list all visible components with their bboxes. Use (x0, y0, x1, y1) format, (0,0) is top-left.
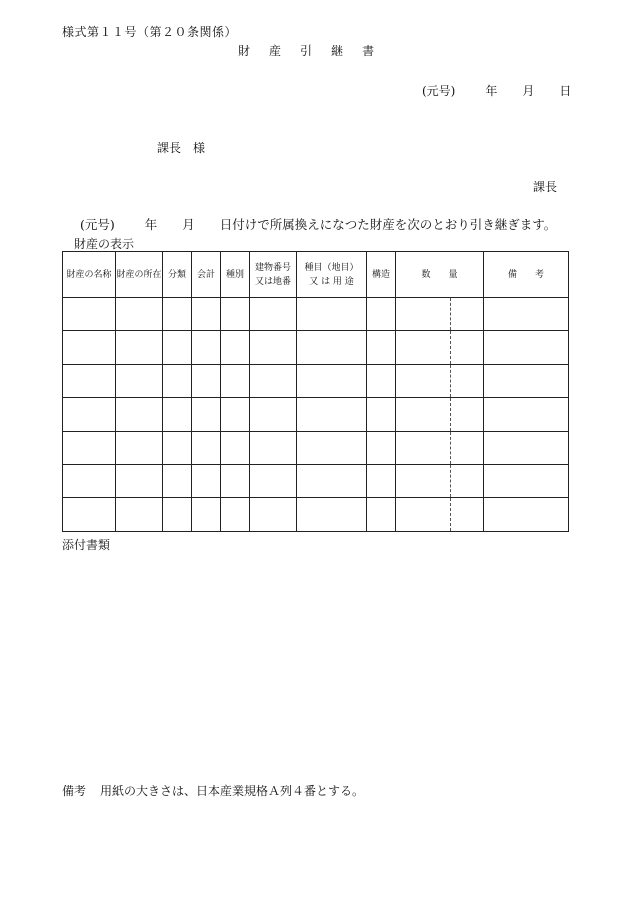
title-char: 引 (300, 44, 313, 58)
recipient-honorific: 様 (193, 141, 206, 155)
cell-quantity-right[interactable] (451, 298, 484, 331)
cell-account[interactable] (192, 464, 221, 497)
header-classification: 分類 (163, 252, 192, 298)
cell-building-number[interactable] (250, 298, 297, 331)
cell-account[interactable] (192, 331, 221, 364)
header-remarks (484, 252, 569, 298)
title-char: 産 (269, 44, 282, 58)
table-header-row (63, 252, 569, 298)
body-year: 年 (144, 217, 158, 232)
cell-quantity-left[interactable] (396, 431, 451, 464)
cell-quantity-left[interactable] (396, 298, 451, 331)
cell-structure[interactable] (367, 398, 396, 431)
body-rest: 日付けで所属換えになつた財産を次のとおり引き継ぎます。 (219, 217, 557, 232)
header-account: 会計 (192, 252, 221, 298)
table-row (63, 298, 569, 331)
footnote (62, 782, 364, 799)
cell-name[interactable] (63, 498, 116, 531)
cell-category[interactable] (297, 464, 367, 497)
document-title (238, 42, 393, 59)
table-row (63, 398, 569, 431)
cell-classification[interactable] (163, 431, 192, 464)
cell-quantity-left[interactable] (396, 398, 451, 431)
section-label: 財産の表示 (74, 237, 135, 251)
header-category-line1: 種目（地目） (304, 262, 359, 273)
cell-structure[interactable] (367, 498, 396, 531)
cell-remarks[interactable] (484, 464, 569, 497)
property-table (62, 251, 569, 532)
cell-location[interactable] (116, 298, 163, 331)
cell-classification[interactable] (163, 364, 192, 397)
cell-classification[interactable] (163, 398, 192, 431)
table-row (63, 464, 569, 497)
table-row (63, 364, 569, 397)
cell-building-number[interactable] (250, 498, 297, 531)
cell-location[interactable] (116, 398, 163, 431)
cell-type[interactable] (221, 331, 250, 364)
table-body (63, 298, 569, 532)
cell-structure[interactable] (367, 431, 396, 464)
header-remarks-a: 備 (507, 269, 517, 280)
cell-account[interactable] (192, 398, 221, 431)
cell-name[interactable] (63, 331, 116, 364)
cell-name[interactable] (63, 431, 116, 464)
cell-quantity-right[interactable] (451, 498, 484, 531)
cell-building-number[interactable] (250, 431, 297, 464)
cell-name[interactable] (63, 398, 116, 431)
cell-structure[interactable] (367, 364, 396, 397)
cell-structure[interactable] (367, 298, 396, 331)
cell-classification[interactable] (163, 498, 192, 531)
header-location: 財産の所在 (116, 252, 163, 298)
cell-classification[interactable] (163, 464, 192, 497)
cell-quantity-left[interactable] (396, 331, 451, 364)
body-month: 月 (182, 217, 195, 232)
footnote-label: 備考 (62, 784, 87, 798)
cell-quantity-left[interactable] (396, 364, 451, 397)
cell-type[interactable] (221, 431, 250, 464)
table-row (63, 431, 569, 464)
cell-account[interactable] (192, 364, 221, 397)
cell-location[interactable] (116, 364, 163, 397)
cell-building-number[interactable] (250, 331, 297, 364)
cell-category[interactable] (297, 331, 367, 364)
header-building-number-line2: 又は地番 (254, 276, 291, 287)
header-building-number-line1: 建物番号 (254, 262, 291, 273)
body-era: (元号) (80, 217, 115, 232)
cell-category[interactable] (297, 364, 367, 397)
cell-quantity-right[interactable] (451, 398, 484, 431)
date-line (422, 82, 571, 99)
cell-account[interactable] (192, 431, 221, 464)
header-type: 種別 (221, 252, 250, 298)
date-year: 年 (485, 84, 498, 98)
cell-location[interactable] (116, 331, 163, 364)
cell-name[interactable] (63, 364, 116, 397)
cell-category[interactable] (297, 431, 367, 464)
header-structure: 構造 (367, 252, 396, 298)
header-building-number (250, 252, 297, 298)
body-text (80, 215, 556, 233)
cell-quantity-left[interactable] (396, 464, 451, 497)
title-char: 財 (238, 44, 251, 58)
header-quantity-a: 数 (421, 269, 431, 280)
cell-remarks[interactable] (484, 331, 569, 364)
cell-quantity-right[interactable] (451, 331, 484, 364)
cell-remarks[interactable] (484, 298, 569, 331)
header-category-line2: 又 は 用 途 (309, 276, 354, 287)
cell-category[interactable] (297, 498, 367, 531)
table-row (63, 331, 569, 364)
cell-building-number[interactable] (250, 398, 297, 431)
title-char: 継 (331, 44, 344, 58)
header-remarks-b: 考 (535, 269, 545, 280)
cell-remarks[interactable] (484, 398, 569, 431)
cell-location[interactable] (116, 431, 163, 464)
cell-account[interactable] (192, 498, 221, 531)
cell-type[interactable] (221, 498, 250, 531)
header-quantity (396, 252, 484, 298)
title-char: 書 (362, 44, 375, 58)
recipient (157, 139, 205, 156)
cell-quantity-right[interactable] (451, 431, 484, 464)
cell-remarks[interactable] (484, 498, 569, 531)
cell-quantity-right[interactable] (451, 364, 484, 397)
recipient-title: 課長 (157, 141, 182, 155)
cell-remarks[interactable] (484, 364, 569, 397)
cell-structure[interactable] (367, 331, 396, 364)
cell-type[interactable] (221, 364, 250, 397)
cell-location[interactable] (116, 498, 163, 531)
sender: 課長 (533, 180, 558, 194)
date-month: 月 (522, 84, 535, 98)
cell-category[interactable] (297, 398, 367, 431)
form-number: 様式第１１号（第２０条関係） (62, 25, 238, 39)
cell-category[interactable] (297, 298, 367, 331)
cell-remarks[interactable] (484, 431, 569, 464)
header-name: 財産の名称 (63, 252, 116, 298)
cell-quantity-left[interactable] (396, 498, 451, 531)
cell-classification[interactable] (163, 298, 192, 331)
date-day: 日 (559, 84, 572, 98)
date-era: (元号) (422, 84, 456, 98)
cell-type[interactable] (221, 464, 250, 497)
cell-quantity-right[interactable] (451, 464, 484, 497)
cell-building-number[interactable] (250, 464, 297, 497)
cell-type[interactable] (221, 398, 250, 431)
cell-building-number[interactable] (250, 364, 297, 397)
cell-name[interactable] (63, 464, 116, 497)
cell-type[interactable] (221, 298, 250, 331)
cell-classification[interactable] (163, 331, 192, 364)
cell-location[interactable] (116, 464, 163, 497)
attachments-label: 添付書類 (62, 538, 111, 552)
header-category (297, 252, 367, 298)
header-quantity-b: 量 (448, 269, 458, 280)
cell-account[interactable] (192, 298, 221, 331)
table-row (63, 498, 569, 531)
footnote-text: 用紙の大きさは、日本産業規格Ａ列４番とする。 (100, 784, 365, 798)
cell-structure[interactable] (367, 464, 396, 497)
cell-name[interactable] (63, 298, 116, 331)
